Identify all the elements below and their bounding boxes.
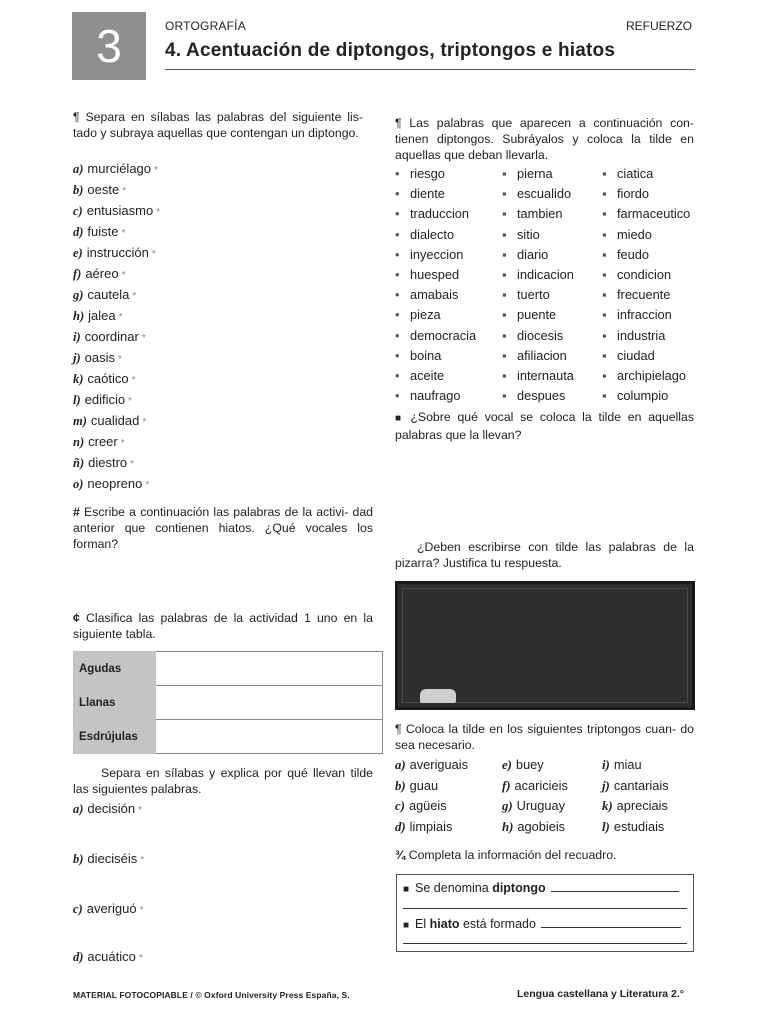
diphthong-word[interactable]: farmaceutico [617, 206, 691, 222]
diphthong-word[interactable]: dialecto [410, 226, 455, 242]
list-item [73, 473, 160, 494]
item-letter: m) [73, 414, 87, 428]
bullet-icon: ▪ [502, 327, 507, 343]
item-letter: o) [73, 477, 84, 491]
diphthong-word[interactable]: industria [617, 327, 666, 343]
item-letter: f) [502, 778, 511, 793]
word-row [395, 285, 705, 305]
item-letter: i) [602, 758, 610, 772]
unit-number-badge: 3 [72, 12, 146, 80]
list-item [73, 326, 160, 347]
diphthong-word[interactable]: democracia [410, 327, 477, 343]
diphthong-word[interactable]: boina [410, 347, 442, 363]
word-row [395, 366, 705, 386]
bullet-icon: ▪ [602, 246, 607, 262]
item-mark: * [142, 417, 147, 428]
diphthong-word[interactable]: ciatica [617, 166, 654, 181]
item-word: cualidad [90, 413, 140, 428]
bullet-icon: ▪ [602, 367, 607, 383]
answer-line[interactable] [403, 908, 687, 909]
table-row [74, 686, 383, 720]
item-word: fuiste [87, 224, 119, 239]
item-word: oeste [87, 182, 120, 197]
item-word[interactable]: agobieis [517, 818, 566, 834]
section-label: ORTOGRAFÍA [165, 19, 246, 33]
item-letter: c) [73, 902, 83, 916]
item-word: creer [88, 434, 118, 449]
word-row [395, 184, 705, 204]
item-mark: * [138, 805, 143, 816]
row-label-esdrujulas: Esdrújulas [74, 720, 156, 754]
bullet-icon: ▪ [602, 347, 607, 363]
triphthong-row [395, 817, 695, 838]
answer-cell-agudas[interactable] [156, 652, 383, 686]
item-letter: l) [602, 819, 610, 834]
list-item [73, 410, 160, 431]
word-row [395, 204, 705, 224]
item-letter: e) [73, 246, 83, 260]
item-word[interactable]: estudiais [613, 818, 665, 834]
item-mark: * [130, 459, 135, 470]
word-row [395, 305, 705, 325]
item-mark: * [128, 396, 133, 407]
activity4-instruction: Separa en sílabas y explica por qué llevan tilde las siguientes palabras. [73, 766, 373, 796]
triphthong-item [602, 776, 669, 796]
activity3-instruction [73, 610, 373, 642]
footer-book-title: Lengua castellana y Literatura 2.° [517, 988, 685, 1000]
bullet-icon: ▪ [602, 388, 607, 404]
word-row [395, 225, 705, 245]
item-letter: a) [73, 162, 84, 176]
list-item [73, 305, 160, 326]
triphthong-item [395, 755, 468, 775]
item-word[interactable]: cantariais [613, 777, 669, 793]
activity5-instruction [395, 115, 694, 163]
bullet-icon: ▪ [502, 367, 507, 383]
diphthong-word[interactable]: diario [517, 246, 549, 262]
triphthong-item [502, 776, 568, 796]
item-mark: * [120, 438, 125, 449]
list-item [73, 263, 160, 284]
bullet-icon: ▪ [502, 388, 507, 404]
item-word[interactable]: Uruguay [516, 798, 566, 813]
diphthong-word[interactable]: puente [517, 307, 557, 323]
item-word: instrucción [86, 245, 149, 260]
triphthong-item [602, 755, 642, 775]
item-mark: * [145, 480, 150, 491]
diphthong-word[interactable]: afiliacion [517, 347, 567, 363]
activity8-symbol: ¾ [395, 848, 406, 862]
triphthong-item [502, 755, 544, 775]
diphthong-word[interactable]: riesgo [410, 166, 445, 181]
bullet-icon: ▪ [502, 287, 507, 303]
info-line-hiato [403, 917, 687, 931]
diphthong-word[interactable]: diocesis [517, 327, 564, 343]
item-letter: e) [502, 758, 512, 772]
item-word: oasis [84, 350, 115, 365]
activity1-symbol: ¶ [73, 110, 80, 124]
list-item [73, 158, 160, 179]
bullet-icon: ▪ [602, 206, 607, 222]
answer-line[interactable] [403, 943, 687, 944]
square-bullet-icon: ■ [403, 920, 410, 931]
activity1-text: Separa en sílabas las palabras del siguiente lis- tado y subraya aquellas que contengan un diptongo. [73, 110, 363, 140]
triphthong-item [395, 817, 452, 837]
item-mark: * [156, 207, 161, 218]
info-line-prefix: El [415, 917, 430, 931]
item-word: coordinar [84, 329, 139, 344]
item-word: neopreno [87, 476, 143, 491]
word-row [395, 326, 705, 346]
item-word: dieciséis [87, 851, 138, 866]
info-term-diptongo: diptongo [492, 881, 546, 895]
diphthong-word[interactable]: fiordo [617, 186, 650, 202]
diphthong-word[interactable]: pierna [517, 166, 553, 181]
activity3-text: Clasifica las palabras de la actividad 1 uno en la siguiente tabla. [73, 611, 373, 641]
item-word[interactable]: averiguais [409, 757, 469, 772]
diphthong-word[interactable]: infraccion [617, 307, 672, 323]
item-letter: h) [73, 309, 85, 323]
item-letter: h) [502, 819, 514, 834]
bullet-icon: ▪ [602, 166, 607, 181]
item-mark: * [121, 228, 126, 239]
info-line-suffix: está formado [459, 917, 536, 931]
diphthong-word[interactable]: feudo [617, 246, 650, 262]
item-word[interactable]: acaricieis [514, 777, 568, 793]
info-box [396, 874, 694, 952]
diphthong-word[interactable]: diente [410, 186, 445, 202]
diphthong-word[interactable]: aceite [410, 367, 445, 383]
bullet-icon: • [395, 266, 400, 282]
diphthong-word[interactable]: columpio [617, 388, 669, 404]
diphthong-word[interactable]: amabais [410, 287, 459, 303]
triphthong-grid [395, 755, 695, 837]
word-row [395, 164, 705, 184]
list-item [73, 242, 160, 263]
item-letter: l) [73, 393, 81, 407]
diphthong-word[interactable]: tambien [517, 206, 563, 222]
diphthong-word-grid [395, 164, 705, 406]
item-mark: * [141, 333, 146, 344]
item-letter: b) [395, 778, 406, 793]
answer-line[interactable] [551, 891, 679, 892]
chalkboard-image [395, 581, 695, 710]
title-divider [165, 69, 695, 70]
item-letter: c) [395, 799, 405, 813]
bullet-icon: • [395, 347, 400, 363]
bullet-icon: • [395, 246, 400, 262]
info-term-hiato: hiato [429, 917, 460, 931]
activity4-item-a [73, 798, 142, 819]
item-word[interactable]: apreciais [616, 798, 668, 813]
row-label-llanas: Llanas [74, 686, 156, 720]
item-word[interactable]: agüeis [408, 798, 447, 813]
activity5-text: Las palabras que aparecen a continuación con- tienen diptongos. Subráyalos y coloca la tilde en aquellas que deban llevarla. [395, 116, 694, 162]
item-word: acuático [87, 949, 136, 964]
item-word: edificio [84, 392, 126, 407]
bullet-icon: • [395, 206, 400, 222]
item-mark: * [118, 354, 122, 365]
triphthong-item [395, 796, 447, 816]
item-letter: d) [395, 819, 406, 834]
bullet-icon: ▪ [602, 186, 607, 202]
activity7-instruction [395, 721, 694, 753]
bullet-icon: • [395, 307, 400, 323]
bullet-icon: ▪ [502, 266, 507, 282]
answer-cell-llanas[interactable] [156, 686, 383, 720]
diphthong-word[interactable]: tuerto [517, 287, 550, 303]
activity2-symbol: # [73, 505, 80, 519]
item-mark: * [132, 291, 137, 302]
item-mark: * [121, 270, 126, 281]
item-mark: * [151, 249, 156, 260]
activity3-symbol: ¢ [73, 611, 80, 625]
word-row [395, 346, 705, 366]
bullet-icon: ▪ [502, 226, 507, 242]
item-mark: * [139, 905, 144, 916]
item-word[interactable]: buey [515, 757, 544, 772]
table-row [74, 652, 383, 686]
diphthong-word[interactable]: archipielago [617, 367, 687, 383]
item-word: aéreo [85, 266, 119, 281]
bullet-icon: ▪ [602, 266, 607, 282]
triphthong-row [395, 776, 695, 797]
activity8-text: Completa la información del recuadro. [408, 848, 617, 862]
footer-copyright: MATERIAL FOTOCOPIABLE / © Oxford University Press España, S. [73, 990, 350, 1000]
item-word: murciélago [87, 161, 152, 176]
list-item [73, 389, 160, 410]
diphthong-word[interactable]: indicacion [517, 266, 574, 282]
list-item [73, 284, 160, 305]
list-item [73, 368, 160, 389]
answer-cell-esdrujulas[interactable] [156, 720, 383, 754]
item-letter: n) [73, 435, 85, 449]
activity4-item-d [73, 946, 143, 967]
word-row [395, 386, 705, 406]
diphthong-word[interactable]: pieza [410, 307, 441, 323]
info-line-diptongo [403, 881, 687, 895]
activity7-text: Coloca la tilde en los siguientes triptongos cuan- do sea necesario. [395, 722, 694, 752]
item-mark: * [154, 165, 158, 176]
item-letter: i) [73, 330, 81, 344]
item-letter: a) [395, 758, 406, 772]
diphthong-word[interactable]: ciudad [617, 347, 655, 363]
bullet-icon: ▪ [602, 327, 607, 343]
activity8-instruction [395, 847, 694, 863]
chalkboard-frame [402, 588, 688, 703]
activity2-text: Escribe a continuación las palabras de la activi- dad anterior que contienen hiatos. ¿Qué vocales los forman? [73, 505, 373, 551]
bullet-icon: ▪ [502, 186, 507, 202]
item-letter: ñ) [73, 456, 85, 470]
diphthong-word[interactable]: huesped [410, 266, 460, 282]
activity6-instruction: ¿Deben escribirse con tilde las palabras de la pizarra? Justifica tu respuesta. [395, 540, 694, 570]
list-item [73, 431, 160, 452]
triphthong-row [395, 755, 695, 776]
item-word: cautela [87, 287, 130, 302]
row-label-agudas: Agudas [74, 652, 156, 686]
triphthong-item [502, 817, 565, 837]
bullet-icon: • [395, 287, 400, 303]
item-mark: * [140, 855, 145, 866]
activity7-symbol: ¶ [395, 722, 402, 736]
activity5-question-text: ¿Sobre qué vocal se coloca la tilde en aquellas palabras que la llevan? [395, 410, 695, 442]
answer-line[interactable] [541, 927, 681, 928]
bullet-icon: ▪ [502, 307, 507, 323]
bullet-icon: ▪ [602, 287, 607, 303]
bullet-icon: ▪ [602, 226, 607, 242]
activity1-word-list [73, 158, 160, 494]
word-row [395, 265, 705, 285]
triphthong-item [502, 796, 565, 816]
activity5-question [395, 409, 694, 443]
bullet-icon: ▪ [502, 206, 507, 222]
item-letter: b) [73, 852, 84, 866]
item-word: jalea [88, 308, 116, 323]
triphthong-item [395, 776, 438, 796]
item-letter: d) [73, 950, 84, 964]
item-letter: k) [602, 799, 613, 813]
bullet-icon: • [395, 367, 400, 383]
item-word[interactable]: limpiais [409, 818, 453, 834]
triphthong-row [395, 796, 695, 817]
item-letter: g) [73, 288, 84, 302]
item-mark: * [138, 953, 143, 964]
list-item [73, 200, 160, 221]
diphthong-word[interactable]: escualido [517, 186, 572, 202]
square-bullet-icon: ■ [395, 413, 405, 424]
diphthong-word[interactable]: sitio [517, 226, 540, 242]
bullet-icon: • [395, 166, 400, 181]
item-word[interactable]: miau [613, 757, 642, 772]
triphthong-item [602, 796, 668, 816]
info-line-prefix: Se denomina [415, 881, 493, 895]
bullet-icon: ▪ [502, 246, 507, 262]
item-word: decisión [87, 801, 136, 816]
item-word[interactable]: guau [409, 777, 439, 793]
classification-table [73, 651, 383, 754]
page-title: 4. Acentuación de diptongos, triptongos e hiatos [165, 40, 616, 61]
item-letter: g) [502, 799, 513, 813]
item-word: diestro [88, 455, 128, 470]
item-letter: j) [602, 778, 610, 793]
item-letter: j) [73, 351, 81, 365]
activity1-instruction [73, 109, 363, 141]
diphthong-word[interactable]: miedo [617, 226, 652, 242]
item-word: caótico [87, 371, 129, 386]
bullet-icon: ▪ [602, 307, 607, 323]
bullet-icon: ▪ [502, 166, 507, 181]
list-item [73, 347, 160, 368]
table-row [74, 720, 383, 754]
diphthong-word[interactable]: internauta [517, 367, 574, 383]
item-mark: * [131, 375, 136, 386]
diphthong-word[interactable]: despues [517, 388, 566, 404]
item-word: averiguó [86, 901, 137, 916]
item-mark: * [118, 312, 123, 323]
diphthong-word[interactable]: naufrago [410, 388, 461, 404]
bullet-icon: • [395, 226, 400, 242]
item-letter: a) [73, 802, 84, 816]
item-letter: d) [73, 225, 84, 239]
level-label: REFUERZO [626, 19, 692, 33]
activity4-item-b [73, 848, 144, 869]
diphthong-word[interactable]: inyeccion [410, 246, 464, 262]
diphthong-word[interactable]: condicion [617, 266, 672, 282]
bullet-icon: • [395, 388, 400, 404]
item-letter: c) [73, 204, 83, 218]
diphthong-word[interactable]: frecuente [617, 287, 671, 303]
list-item [73, 452, 160, 473]
diphthong-word[interactable]: traduccion [410, 206, 470, 222]
item-mark: * [122, 186, 127, 197]
activity5-symbol: ¶ [395, 116, 402, 130]
bullet-icon: • [395, 186, 400, 202]
item-letter: b) [73, 183, 84, 197]
bullet-icon: ▪ [502, 347, 507, 363]
bullet-icon: • [395, 327, 400, 343]
activity2-instruction [73, 504, 373, 552]
eraser-icon [420, 689, 456, 703]
activity4-item-c [73, 898, 144, 919]
square-bullet-icon: ■ [403, 884, 410, 895]
triphthong-item [602, 817, 664, 837]
item-letter: k) [73, 372, 84, 386]
item-word: entusiasmo [86, 203, 154, 218]
list-item [73, 221, 160, 242]
item-letter: f) [73, 267, 82, 281]
word-row [395, 245, 705, 265]
list-item [73, 179, 160, 200]
